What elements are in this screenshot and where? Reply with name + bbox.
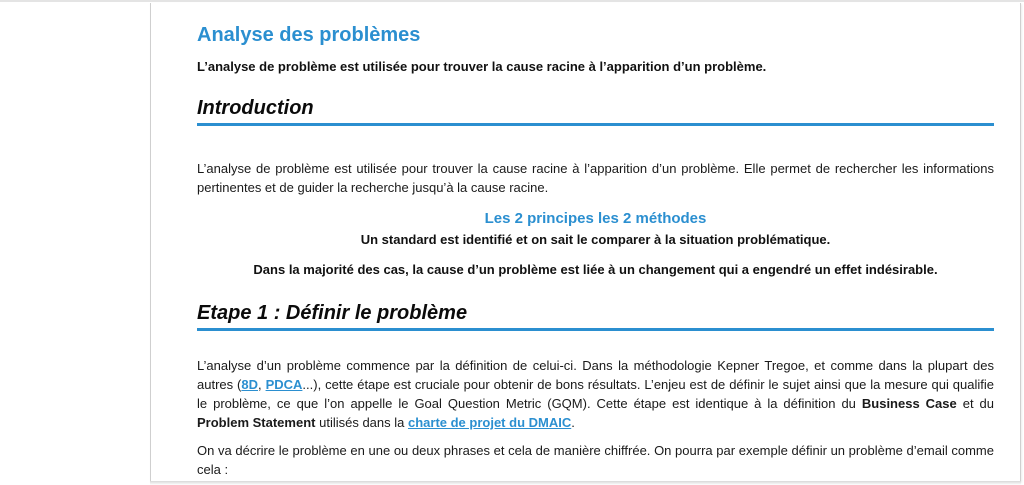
- page-title: Analyse des problèmes: [197, 24, 421, 46]
- heading-introduction: Introduction: [197, 96, 994, 126]
- principle-2: Dans la majorité des cas, la cause d’un problème est liée à un changement qui a engendré un effet indésirable.: [253, 262, 938, 277]
- problem-statement-term: Problem Statement: [197, 415, 316, 430]
- link-pdca[interactable]: PDCA: [265, 377, 303, 392]
- etape-1-text-c: et du: [956, 396, 994, 411]
- introduction-paragraph: L’analyse de problème est utilisée pour trouver la cause racine à l’apparition d’un problème. Elle permet de rechercher les informations pertinentes et de guider la recherche jusqu’à la cause racine.: [197, 161, 994, 195]
- page-content: [197, 23, 994, 479]
- document-page: [150, 3, 1021, 482]
- etape-1-paragraph-2: On va décrire le problème en une ou deux phrases et cela de manière chiffrée. On pourra par exemple définir un problème d’email comme cela :: [197, 443, 994, 477]
- etape-1-text-b: ...), cette étape est cruciale pour obtenir de bons résultats. L’enjeu est de définir le sujet ainsi que la mesure qui qualifie le problème, ce que l’on appelle le Goal Question Metric (GQM). Cette étape est identique à la définition du: [197, 377, 994, 411]
- heading-etape-1: Etape 1 : Définir le problème: [197, 301, 994, 331]
- principle-1: Un standard est identifié et on sait le comparer à la situation problématique.: [360, 232, 831, 247]
- page-subtitle: L’analyse de problème est utilisée pour trouver la cause racine à l’apparition d’un problème.: [197, 59, 767, 74]
- etape-1-text-e: .: [571, 415, 575, 430]
- etape-1-text-d: utilisés dans la: [315, 415, 408, 430]
- link-8d[interactable]: 8D: [241, 377, 259, 392]
- link-charte-dmaic[interactable]: charte de projet du DMAIC: [407, 415, 572, 430]
- principles-title: Les 2 principes les 2 méthodes: [484, 210, 707, 227]
- etape-1-paragraph-1: [197, 356, 994, 432]
- etape-1-text-a: L’analyse d’un problème commence par la définition de celui-ci. Dans la méthodologie Kepner Tregoe, et comme dans la plupart des autres (: [197, 358, 994, 392]
- etape-1-separator: ,: [258, 377, 266, 392]
- top-divider: [0, 0, 1024, 2]
- business-case-term: Business Case: [861, 396, 957, 411]
- page-bottom-shadow: [150, 481, 1021, 485]
- left-margin: [0, 2, 150, 485]
